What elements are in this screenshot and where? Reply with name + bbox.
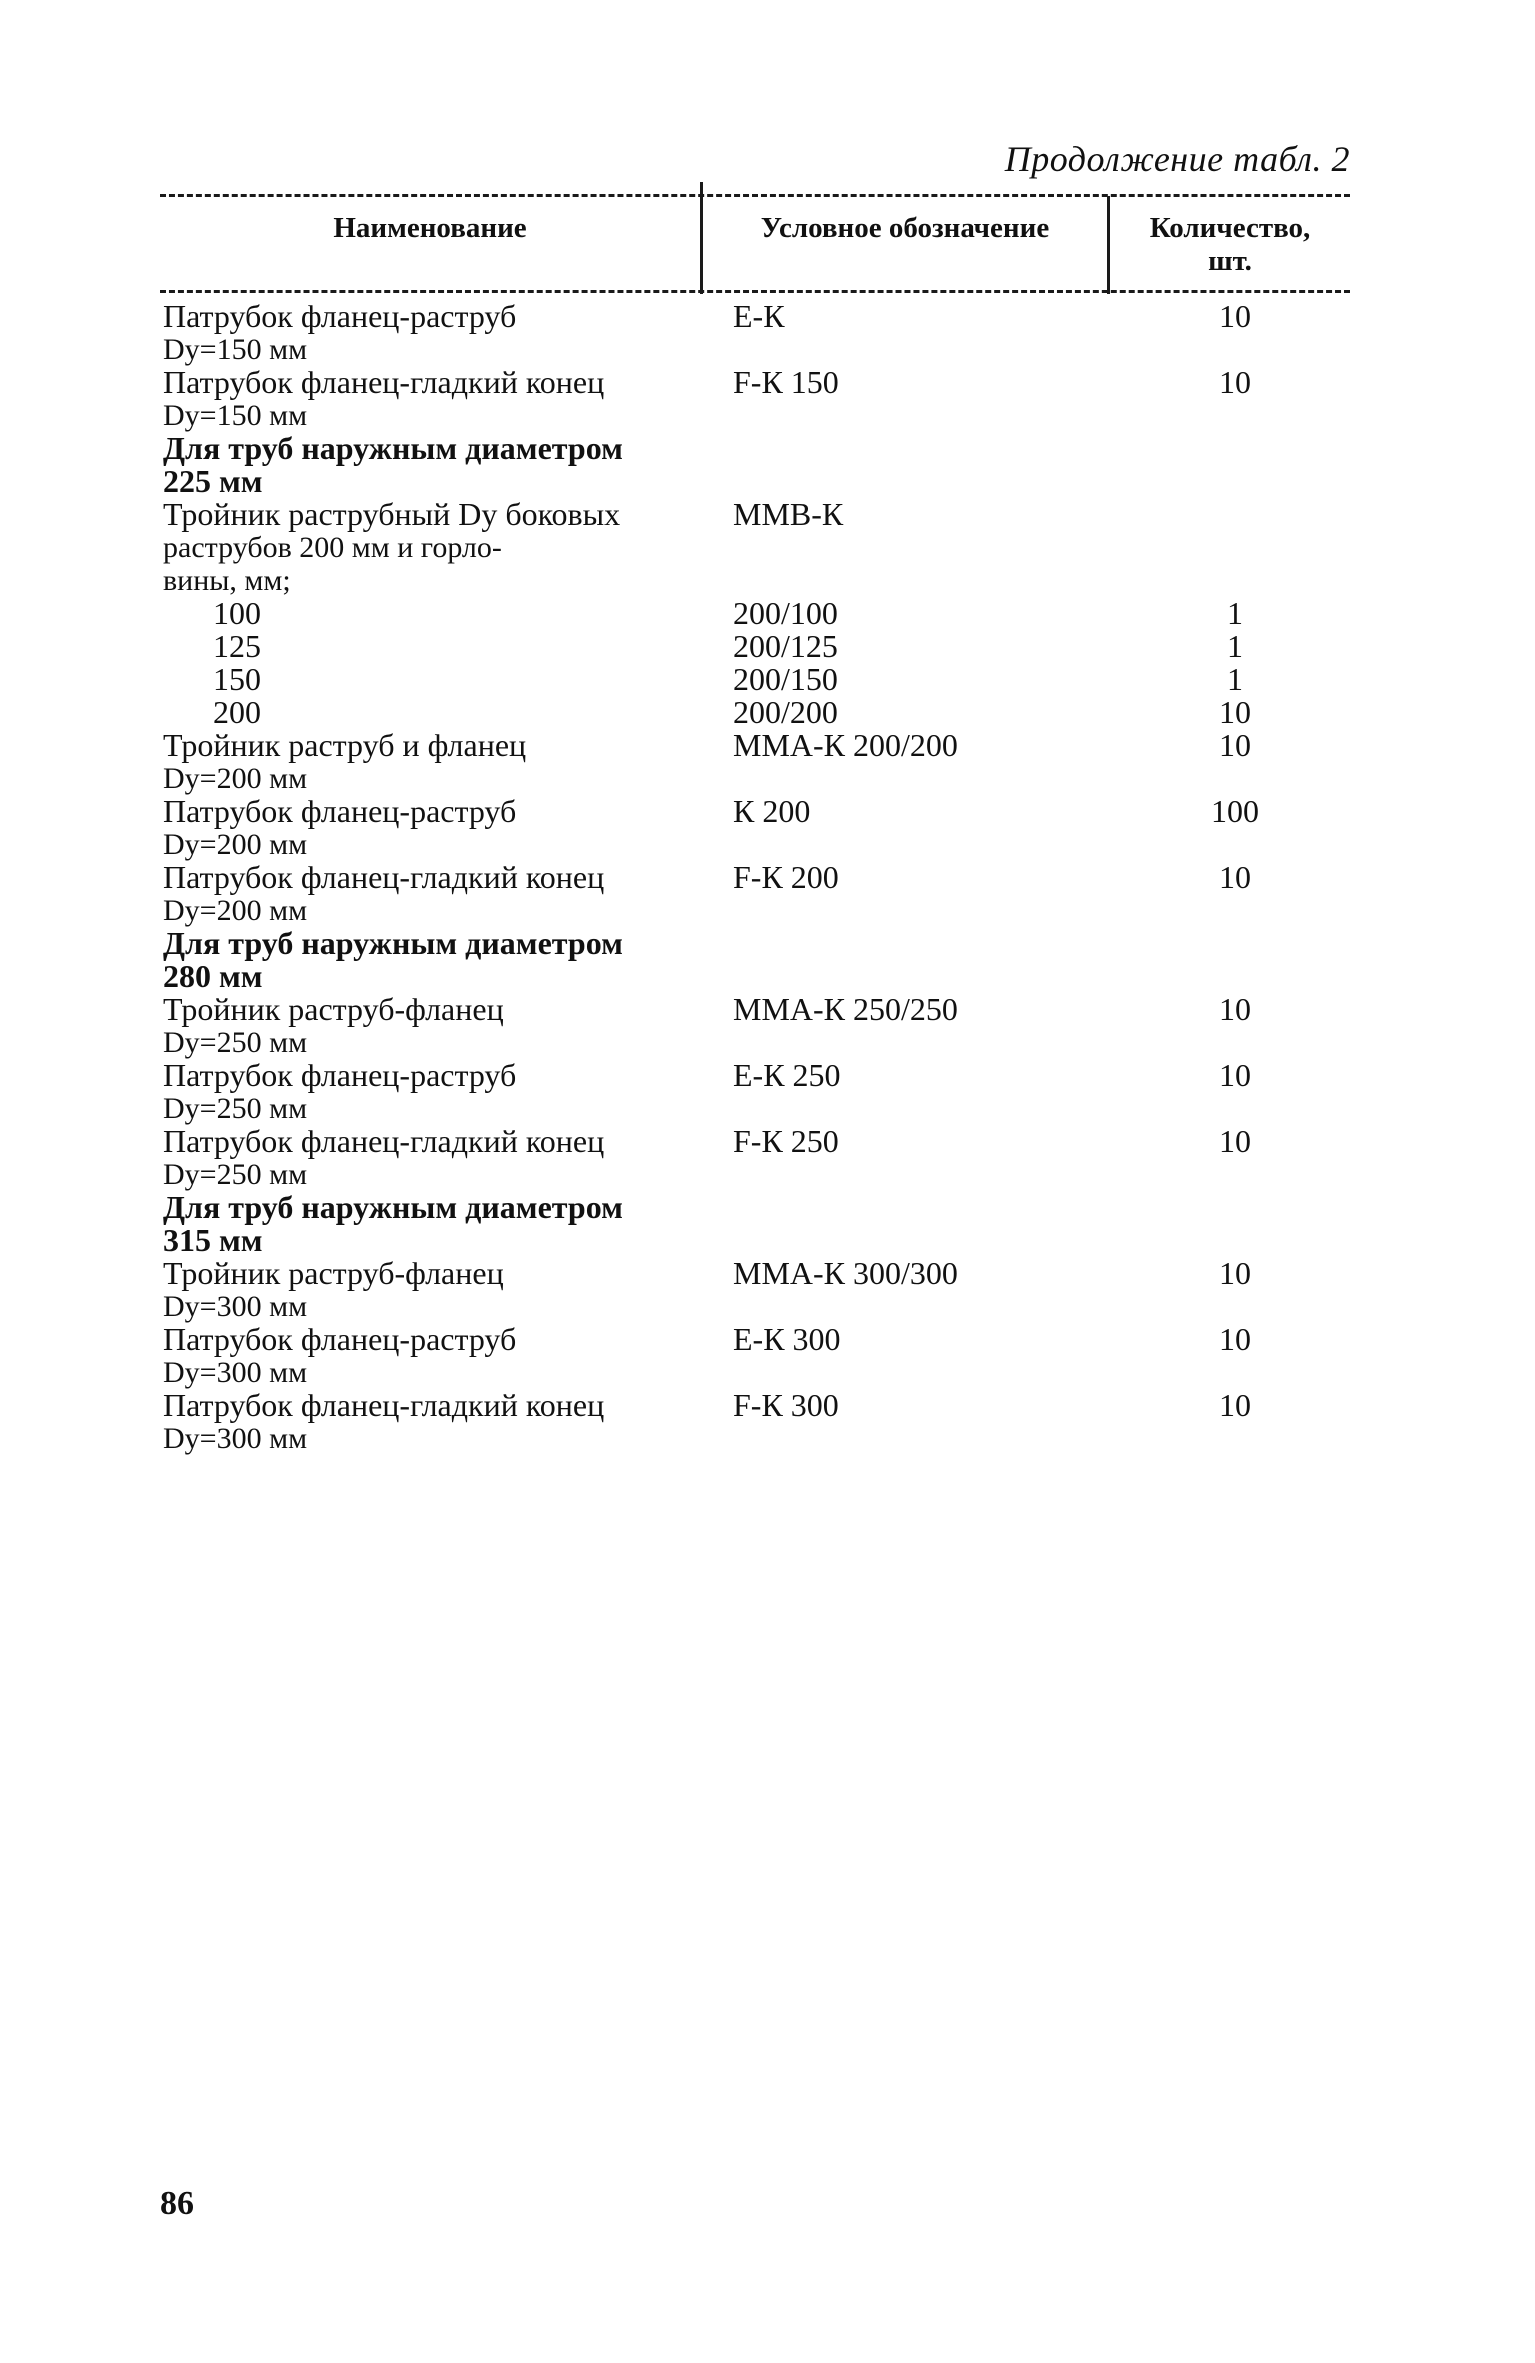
item-name-cell [163, 1125, 604, 1191]
item-name-continuation: Dy=300 мм [163, 1422, 308, 1455]
item-name-line: 125 [213, 628, 261, 664]
item-name-continuation: вины, мм; [163, 564, 291, 597]
item-name-cell [163, 696, 261, 729]
item-name-continuation: Dy=200 мм [163, 762, 308, 795]
item-name-line: Для труб наружным диаметром [163, 430, 623, 466]
item-name-line: Патрубок фланец-гладкий конец [163, 1123, 605, 1159]
designation-cell: К 200 [733, 793, 811, 829]
item-name-continuation: Dy=200 мм [163, 894, 308, 927]
page-number: 86 [160, 2185, 194, 2222]
item-name-line: Тройник раструб и фланец [163, 727, 527, 763]
header-quantity [1110, 212, 1350, 278]
item-name-cell [163, 993, 504, 1059]
item-name-cell [163, 366, 604, 432]
quantity-cell: 1 [1227, 595, 1243, 631]
quantity-cell: 10 [1219, 298, 1251, 334]
item-name-cell [163, 663, 261, 696]
designation-cell: F-К 300 [733, 1387, 839, 1423]
item-name-cell [163, 498, 620, 597]
designation-cell: F-К 200 [733, 859, 839, 895]
item-name-line: Патрубок фланец-раструб [163, 793, 517, 829]
designation-cell: 200/150 [733, 661, 838, 697]
header-name: Наименование [333, 212, 527, 244]
designation-cell: ММА-К 200/200 [733, 727, 958, 763]
quantity-cell: 10 [1219, 727, 1251, 763]
item-name-cell [163, 432, 623, 498]
item-name-line: Тройник раструб-фланец [163, 991, 504, 1027]
designation-cell: 200/100 [733, 595, 838, 631]
item-name-line: Для труб наружным диаметром [163, 925, 623, 961]
header-bottom-rule [160, 290, 1350, 293]
header-quantity-line2: шт. [1208, 245, 1252, 277]
designation-cell: ММА-К 250/250 [733, 991, 958, 1027]
table-top-rule [160, 194, 1350, 197]
header-quantity-line1: Количество, [1149, 212, 1311, 244]
quantity-cell: 10 [1219, 1123, 1251, 1159]
item-name-cell [163, 861, 604, 927]
header-designation: Условное обозначение [760, 212, 1050, 244]
item-name-continuation: Dy=150 мм [163, 333, 308, 366]
item-name-cell [163, 1257, 504, 1323]
item-name-cell [163, 927, 623, 993]
item-name-continuation: Dy=200 мм [163, 828, 308, 861]
item-name-line: 100 [213, 595, 261, 631]
item-name-cell [163, 630, 261, 663]
item-name-line: Для труб наружным диаметром [163, 1189, 623, 1225]
item-name-cell [163, 795, 516, 861]
item-name-continuation: Dy=250 мм [163, 1158, 308, 1191]
designation-cell: Е-К [733, 298, 785, 334]
item-name-line: Патрубок фланец-раструб [163, 298, 517, 334]
quantity-cell: 10 [1219, 694, 1251, 730]
item-name-cell [163, 597, 261, 630]
item-name-cell [163, 1191, 623, 1257]
quantity-cell: 1 [1227, 628, 1243, 664]
designation-cell: F-К 150 [733, 364, 839, 400]
item-name-continuation: 280 мм [163, 958, 263, 994]
item-name-continuation: Dy=300 мм [163, 1356, 308, 1389]
designation-cell: ММВ-К [733, 496, 844, 532]
item-name-cell [163, 1323, 516, 1389]
item-name-continuation: Dy=300 мм [163, 1290, 308, 1323]
quantity-cell: 10 [1219, 364, 1251, 400]
item-name-line: 150 [213, 661, 261, 697]
item-name-continuation: раструбов 200 мм и горло- [163, 531, 502, 564]
item-name-continuation: 315 мм [163, 1222, 263, 1258]
item-name-line: Тройник раструбный Dy боковых [163, 496, 621, 532]
table-continuation-caption: Продолжение табл. 2 [1004, 139, 1350, 179]
item-name-cell [163, 300, 516, 366]
item-name-cell [163, 729, 526, 795]
quantity-cell: 10 [1219, 1387, 1251, 1423]
item-name-line: Тройник раструб-фланец [163, 1255, 504, 1291]
quantity-cell: 10 [1219, 1255, 1251, 1291]
quantity-cell: 1 [1227, 661, 1243, 697]
quantity-cell: 10 [1219, 991, 1251, 1027]
designation-cell: F-К 250 [733, 1123, 839, 1159]
item-name-line: Патрубок фланец-раструб [163, 1321, 517, 1357]
quantity-cell: 10 [1219, 859, 1251, 895]
item-name-continuation: Dy=150 мм [163, 399, 308, 432]
quantity-cell: 100 [1211, 793, 1259, 829]
designation-cell: ММА-К 300/300 [733, 1255, 958, 1291]
designation-cell: 200/200 [733, 694, 838, 730]
item-name-cell [163, 1059, 516, 1125]
designation-cell: Е-К 250 [733, 1057, 841, 1093]
item-name-line: 200 [213, 694, 261, 730]
item-name-line: Патрубок фланец-гладкий конец [163, 364, 605, 400]
quantity-cell: 10 [1219, 1321, 1251, 1357]
item-name-continuation: Dy=250 мм [163, 1092, 308, 1125]
designation-cell: Е-К 300 [733, 1321, 841, 1357]
designation-cell: 200/125 [733, 628, 838, 664]
item-name-line: Патрубок фланец-гладкий конец [163, 859, 605, 895]
item-name-continuation: Dy=250 мм [163, 1026, 308, 1059]
item-name-line: Патрубок фланец-раструб [163, 1057, 517, 1093]
quantity-cell: 10 [1219, 1057, 1251, 1093]
item-name-continuation: 225 мм [163, 463, 263, 499]
item-name-cell [163, 1389, 604, 1455]
item-name-line: Патрубок фланец-гладкий конец [163, 1387, 605, 1423]
